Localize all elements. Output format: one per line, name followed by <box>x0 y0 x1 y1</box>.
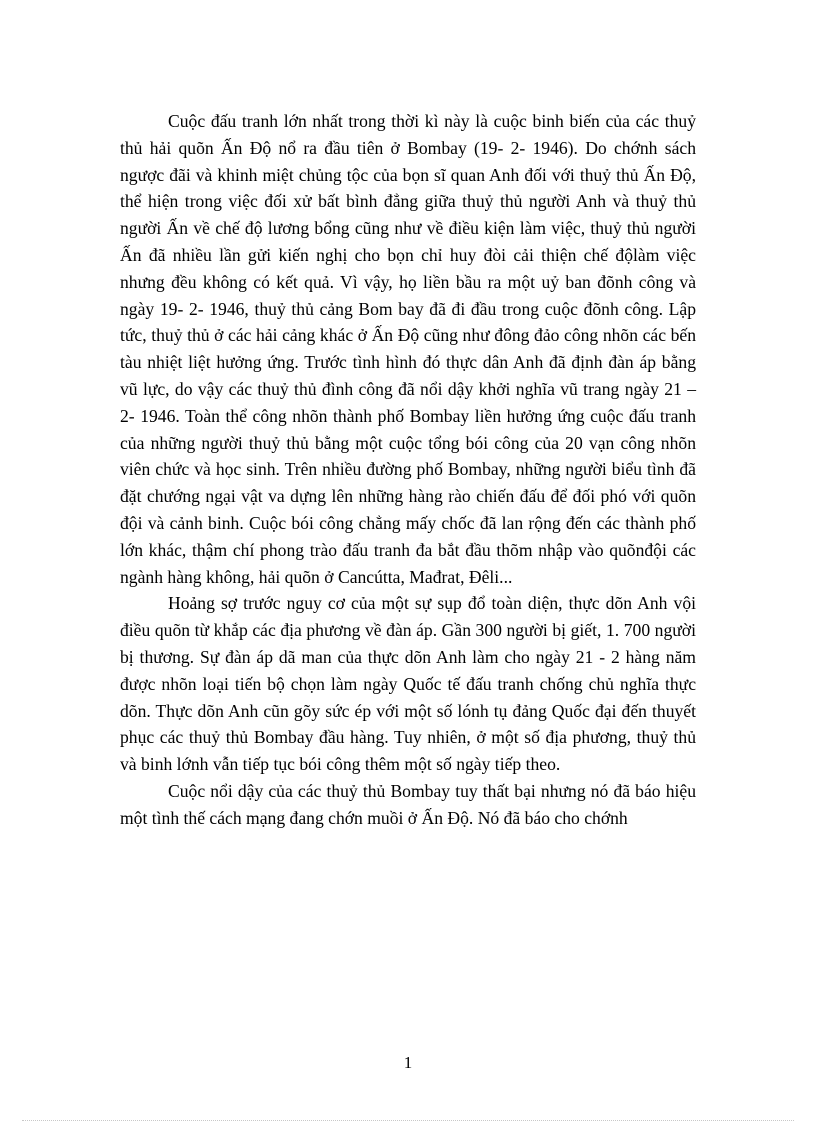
body-text <box>120 108 696 832</box>
page-number: 1 <box>403 1053 413 1072</box>
paragraph-3: Cuộc nổi dậy của các thuỷ thủ Bombay tuy thất bại nhưng nó đã báo hiệu một tình thế cách mạng đang chớn muồi ở Ấn Độ. Nó đã báo cho chớnh <box>120 780 696 828</box>
paragraph-1: Cuộc đấu tranh lớn nhất trong thời kì này là cuộc binh biến của các thuỷ thủ hải quõn Ấn Độ nổ ra đầu tiên ở Bombay (19- 2- 1946). Do chớnh sách ngược đãi và khinh miệt chủng tộc của bọn sĩ quan Anh đối với thuỷ thủ Ấn Độ, thể hiện trong việc đối xử bất bình đẳng giữa thuỷ thủ người Anh và thuỷ thủ người Ấn về chế độ lương bổng cũng như về điều kiện làm việc, thuỷ thủ người Ấn đã nhiều lần gửi kiến nghị cho bọn chỉ huy đòi cải thiện chế độlàm việc nhưng đều không có kết quả. Vì vậy, họ liền bầu ra một uỷ ban đõnh công và ngày 19- 2- 1946, thuỷ thủ cảng Bom bay đã đi đầu trong cuộc đõnh công. Lập tức, thuỷ thủ ở các hải cảng khác ở Ấn Độ cũng như đông đảo công nhõn các bến tàu nhiệt liệt hưởng ứng. Trước tình hình đó thực dân Anh đã định đàn áp bằng vũ lực, do vậy các thuỷ thủ đình công đã nổi dậy khởi nghĩa vũ trang ngày 21 – 2- 1946. Toàn thể công nhõn thành phố Bombay liền hưởng ứng cuộc đấu tranh của những người thuỷ thủ bằng một cuộc tổng bói công của 20 vạn công nhõn viên chức và học sinh. Trên nhiều đường phố Bombay, những người biểu tình đã đặt chướng ngại vật va dựng lên những hàng rào chiến đấu để đối phó với quõn đội và cảnh binh. Cuộc bói công chẳng mấy chốc đã lan rộng đến các thành phố lớn khác, thậm chí phong trào đấu tranh đa bắt đầu thõm nhập vào quõnđội các ngành hàng không, hải quõn ở Cancútta, Mađrat, Đêli... <box>120 111 696 587</box>
paragraph-2: Hoảng sợ trước nguy cơ của một sự sụp đổ toàn diện, thực dõn Anh vội điều quõn từ khắp các địa phương về đàn áp. Gần 300 người bị giết, 1. 700 người bị thương. Sự đàn áp dã man của thực dõn Anh làm cho ngày 21 - 2 hàng năm được nhõn loại tiến bộ chọn làm ngày Quốc tế đấu tranh chống chủ nghĩa thực dõn. Thực dõn Anh cũn gõy sức ép với một số lónh tụ đảng Quốc đại đến thuyết phục các thuỷ thủ Bombay đầu hàng. Tuy nhiên, ở một số địa phương, thuỷ thủ và binh lớnh vẫn tiếp tục bói công thêm một số ngày tiếp theo. <box>120 593 696 775</box>
page-bottom-divider <box>22 1120 794 1121</box>
